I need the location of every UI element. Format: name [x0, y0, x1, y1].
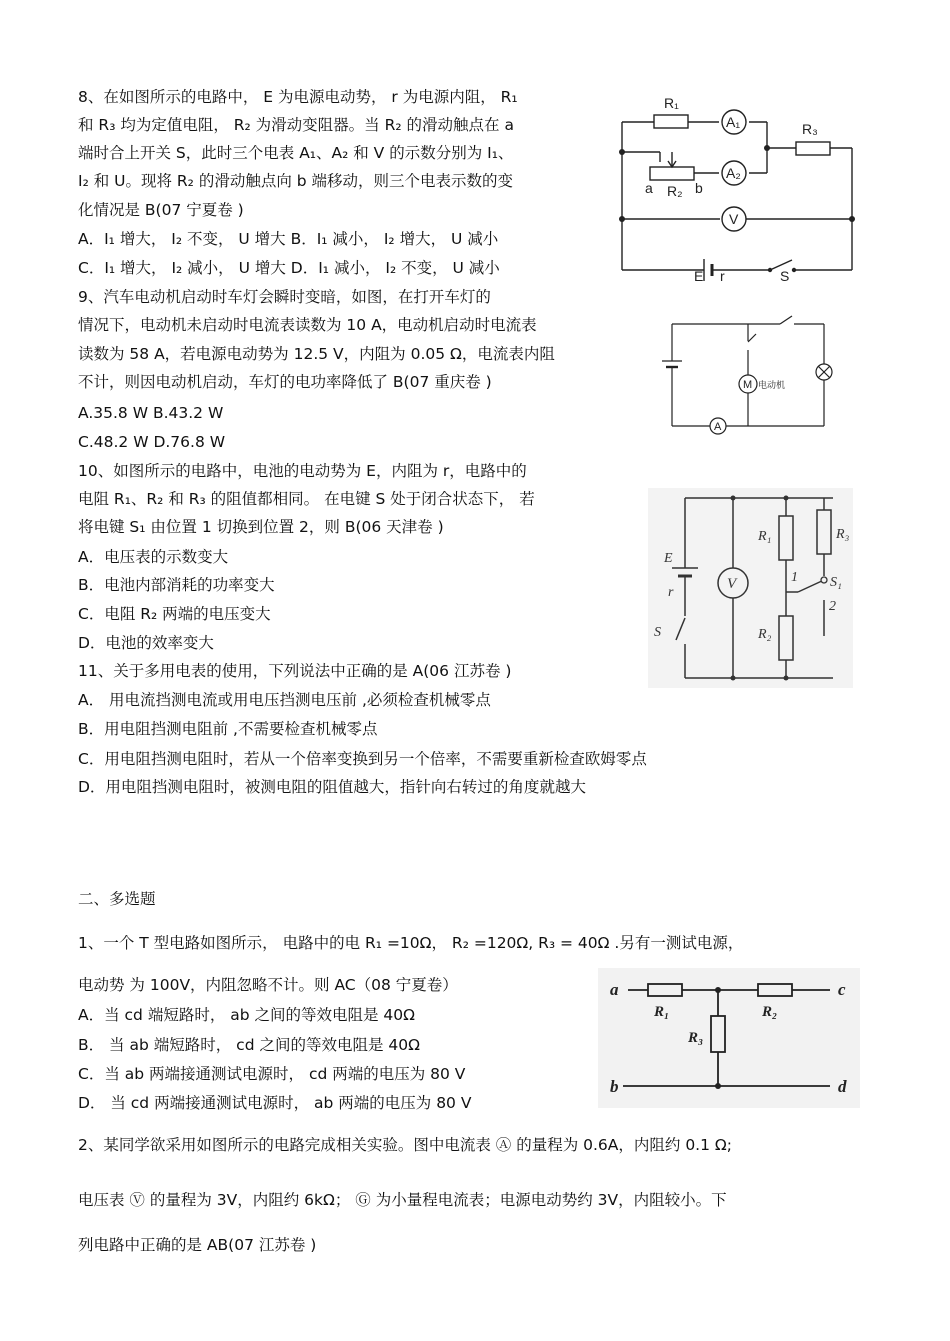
section-title: 二、多选题 [78, 890, 156, 908]
label-E: E [694, 268, 704, 284]
q11-option-a: A． 用电流挡测电流或用电压挡测电压前 ,必须检查机械零点 [78, 691, 491, 709]
m1-line: 1、一个 T 型电路如图所示， 电路中的电 R₁ =10Ω， R₂ =120Ω, R₃ = 40Ω .另有一测试电源， [78, 934, 744, 952]
m2-line: 2、某同学欲采用如图所示的电路完成相关实验。图中电流表 Ⓐ 的量程为 0.6A，内阻约 0.1 Ω; [78, 1136, 732, 1154]
m1-option-d: D． 当 cd 两端接通测试电源时， ab 两端的电压为 80 V [78, 1094, 472, 1112]
label-S: S [654, 625, 661, 640]
label-R2: R₂ [762, 1004, 778, 1020]
q9-line: 不计，则因电动机启动，车灯的电功率降低了 B(07 重庆卷 ) [78, 373, 492, 391]
label-S: S [780, 268, 790, 284]
label-R1: R₁ [758, 529, 772, 544]
q10-option-c: C．电阻 R₂ 两端的电压变大 [78, 605, 271, 623]
m2-line: 电压表 Ⓥ 的量程为 3V，内阻约 6kΩ； Ⓖ 为小量程电流表；电源电动势约 3V，内阻较小。下 [78, 1191, 727, 1209]
label-M: M [743, 379, 753, 391]
label-d: d [838, 1077, 847, 1096]
label-R2: R₂ [758, 627, 772, 642]
label-c: c [838, 980, 846, 999]
label-A2: A₂ [726, 165, 741, 181]
label-A1: A₁ [726, 114, 741, 130]
q9-circuit-figure [652, 306, 837, 441]
m1-t-circuit-figure [598, 968, 860, 1108]
q8-option-ab: A．I₁ 增大， I₂ 不变， U 增大 B．I₁ 减小， I₂ 增大， U 减小 [78, 230, 499, 248]
label-b: b [610, 1077, 619, 1096]
label-A: A [714, 421, 722, 433]
label-R1: R₁ [654, 1004, 670, 1020]
q10-option-a: A．电压表的示数变大 [78, 548, 229, 566]
label-motor: 电动机 [758, 380, 786, 390]
q10-circuit-figure [648, 488, 853, 688]
q10-line: 将电键 S₁ 由位置 1 切换到位置 2，则 B(06 天津卷 ) [78, 518, 444, 536]
q9-options-cd: C.48.2 W D.76.8 W [78, 433, 226, 451]
q8-option-cd: C．I₁ 增大， I₂ 减小， U 增大 D．I₁ 减小， I₂ 不变， U 减小 [78, 259, 500, 277]
q9-line: 读数为 58 A，若电源电动势为 12.5 V，内阻为 0.05 Ω，电流表内阻 [78, 345, 555, 363]
q9-line: 情况下，电动机未启动时电流表读数为 10 A，电动机启动时电流表 [78, 316, 537, 334]
label-a: a [645, 180, 653, 196]
label-a: a [610, 980, 619, 999]
label-r: r [720, 268, 725, 284]
label-R1: R₁ [664, 95, 679, 111]
q8-line: 8、在如图所示的电路中， E 为电源电动势， r 为电源内阻， R₁ [78, 88, 518, 106]
q9-line: 9、汽车电动机启动时车灯会瞬时变暗，如图，在打开车灯的 [78, 288, 491, 306]
label-V: V [729, 211, 739, 227]
q11-option-d: D．用电阻挡测电阻时，被测电阻的阻值越大，指针向右转过的角度就越大 [78, 778, 586, 796]
label-R2: R₂ [667, 183, 683, 199]
label-E: E [664, 551, 673, 566]
m1-option-b: B． 当 ab 端短路时， cd 之间的等效电阻是 40Ω [78, 1036, 420, 1054]
q11-line: 11、关于多用电表的使用，下列说法中正确的是 A(06 江苏卷 ) [78, 662, 512, 680]
q9-options-ab: A.35.8 W B.43.2 W [78, 404, 224, 422]
m2-line: 列电路中正确的是 AB(07 江苏卷 ) [78, 1236, 317, 1254]
q10-line: 10、如图所示的电路中，电池的电动势为 E，内阻为 r，电路中的 [78, 462, 527, 480]
q8-line: 和 R₃ 均为定值电阻， R₂ 为滑动变阻器。当 R₂ 的滑动触点在 a [78, 116, 514, 134]
q10-line: 电阻 R₁、R₂ 和 R₃ 的阻值都相同。 在电键 S 处于闭合状态下， 若 [78, 490, 535, 508]
label-pos-2: 2 [829, 599, 836, 614]
q10-option-b: B．电池内部消耗的功率变大 [78, 576, 275, 594]
label-V: V [727, 576, 737, 592]
m1-line: 电动势 为 100V，内阻忽略不计。则 AC（08 宁夏卷） [78, 976, 458, 994]
label-R3: R₃ [836, 527, 850, 542]
label-R3: R₃ [802, 121, 818, 137]
label-b: b [695, 180, 703, 196]
q8-circuit-figure [612, 90, 862, 290]
q11-option-b: B．用电阻挡测电阻前 ,不需要检查机械零点 [78, 720, 378, 738]
q8-line: 端时合上开关 S，此时三个电表 A₁、A₂ 和 V 的示数分别为 I₁、 [78, 144, 514, 162]
q8-line: 化情况是 B(07 宁夏卷 ) [78, 201, 244, 219]
label-S1: S₁ [830, 575, 842, 590]
label-R3: R₃ [688, 1030, 704, 1046]
q11-option-c: C．用电阻挡测电阻时，若从一个倍率变换到另一个倍率，不需要重新检查欧姆零点 [78, 750, 647, 768]
label-r: r [668, 585, 674, 600]
m1-option-c: C．当 ab 两端接通测试电源时， cd 两端的电压为 80 V [78, 1065, 466, 1083]
q10-option-d: D．电池的效率变大 [78, 634, 214, 652]
label-pos-1: 1 [791, 570, 798, 585]
m1-option-a: A．当 cd 端短路时， ab 之间的等效电阻是 40Ω [78, 1006, 416, 1024]
q8-line: I₂ 和 U。现将 R₂ 的滑动触点向 b 端移动，则三个电表示数的变 [78, 172, 514, 190]
